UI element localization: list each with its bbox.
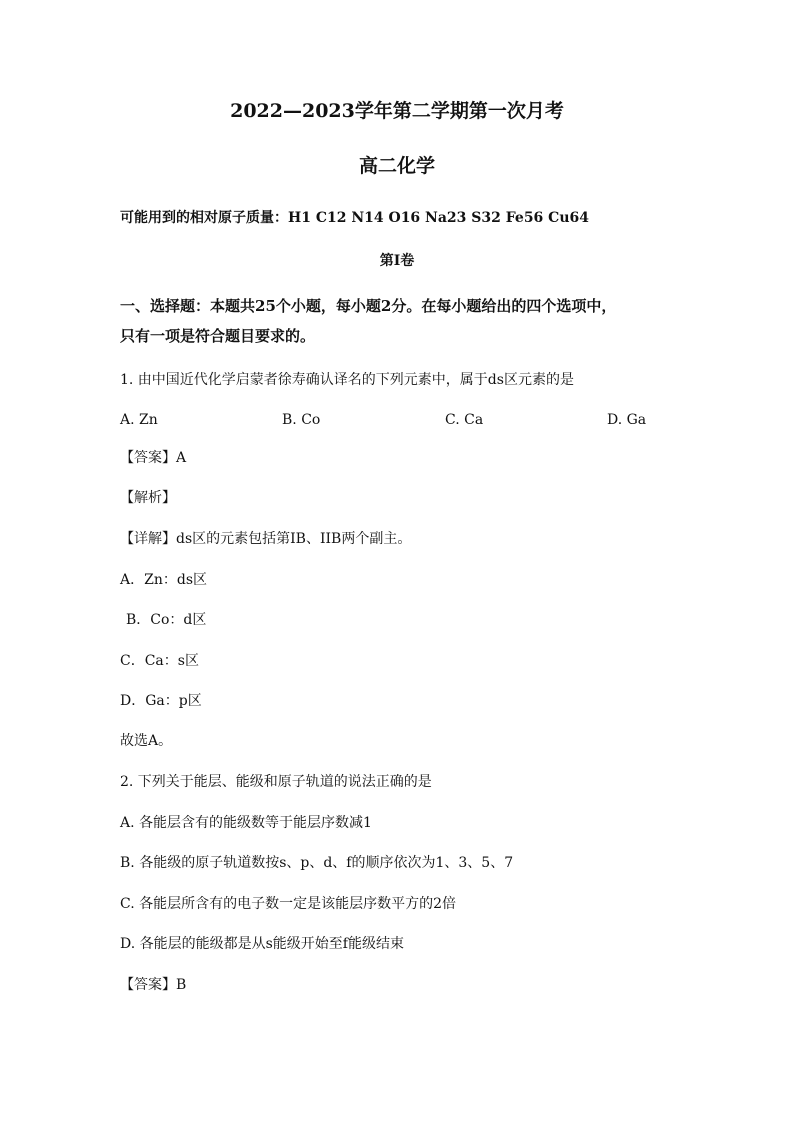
question-2-option-b: B. 各能级的原子轨道数按s、p、d、f的顺序依次为1、3、5、7 [120,855,514,871]
atomic-mass-note: 可能用到的相对原子质量：H1 C12 N14 O16 Na23 S32 Fe56 Cu64 [120,210,589,226]
question-1-detail-c: C．Ca：s区 [120,653,199,669]
question-1-detail: 【详解】ds区的元素包括第IB、IIB两个副主。 [120,531,412,547]
question-1-option-b: B. Co [282,412,321,428]
section-heading-line1: 一、选择题：本题共25个小题，每小题2分。在每小题给出的四个选项中， [120,297,617,315]
question-1-detail-b: B．Co：d区 [126,612,207,628]
volume-label: 第I卷 [379,253,415,269]
question-2-option-c: C. 各能层所含有的电子数一定是该能层序数平方的2倍 [120,896,457,912]
question-2-option-a: A. 各能层含有的能级数等于能层序数减1 [120,815,372,831]
question-1-conclusion: 故选A。 [120,733,173,749]
exam-title: 2022—2023学年第二学期第一次月考 [230,100,564,122]
question-1-stem: 1. 由中国近代化学启蒙者徐寿确认译名的下列元素中，属于ds区元素的是 [120,372,574,388]
question-1-option-a: A. Zn [120,412,158,428]
question-1-answer: 【答案】A [120,450,187,466]
question-1-option-d: D. Ga [607,412,647,428]
question-1-analysis-label: 【解析】 [120,490,176,506]
section-heading-line2: 只有一项是符合题目要求的。 [120,327,316,345]
question-1-detail-d: D．Ga：p区 [120,693,202,709]
question-2-answer: 【答案】B [120,977,187,993]
subject-title: 高二化学 [358,155,435,177]
question-1-option-c: C. Ca [445,412,484,428]
question-2-option-d: D. 各能层的能级都是从s能级开始至f能级结束 [120,936,404,952]
question-1-detail-a: A．Zn：ds区 [120,572,208,588]
question-2-stem: 2. 下列关于能层、能级和原子轨道的说法正确的是 [120,774,432,790]
